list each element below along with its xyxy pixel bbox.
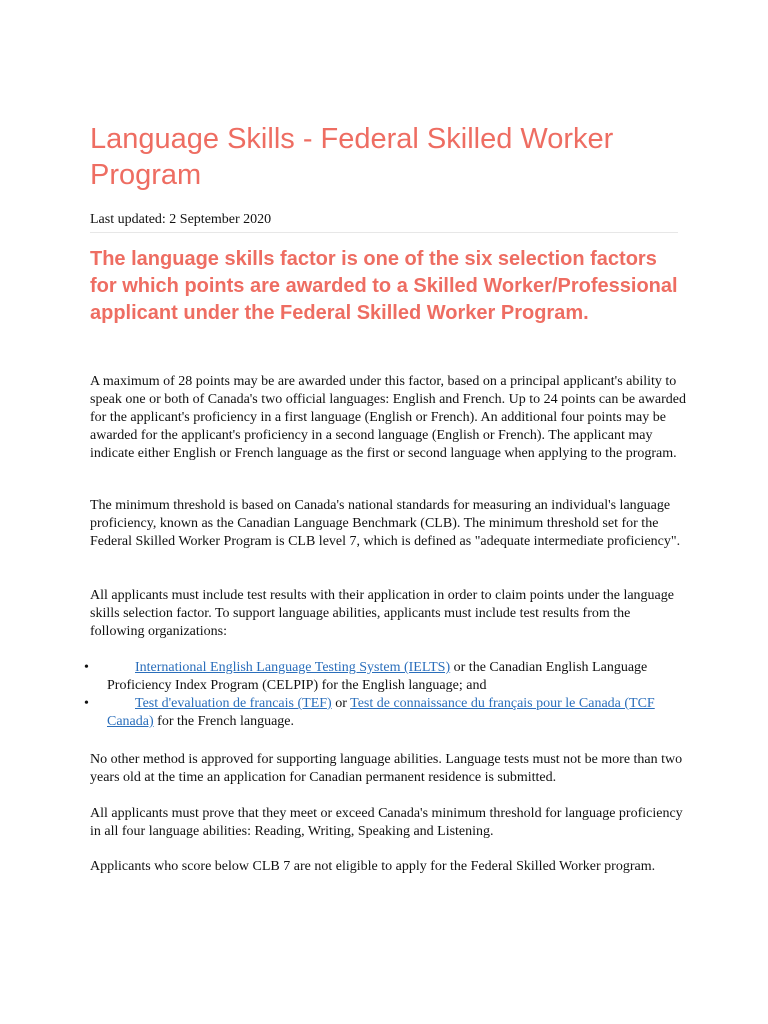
paragraph-test-results: All applicants must include test results with their application in order to claim points under the language skills selection factor. To support language abilities, applicants must include test results from the following organizations:: [90, 588, 674, 639]
list-item-english-text: or the Canadian English Language Proficiency Index Program (CELPIP) for the English language; and: [107, 660, 648, 693]
list-item-french-or: or: [331, 696, 351, 711]
last-updated: Last updated: 2 September 2020: [90, 210, 678, 233]
tef-link[interactable]: Test d'evaluation de francais (TEF): [135, 696, 332, 711]
paragraph-eligibility: Applicants who score below CLB 7 are not eligible to apply for the Federal Skilled Worker program.: [90, 859, 656, 874]
list-item-french: [84, 695, 688, 731]
paragraph-four-abilities: All applicants must prove that they meet or exceed Canada's minimum threshold for language proficiency in all four language abilities: Reading, Writing, Speaking and Listening.: [90, 806, 683, 839]
bullet-icon: •: [84, 660, 89, 675]
ielts-link[interactable]: International English Language Testing System (IELTS): [135, 660, 451, 675]
paragraph-approved-methods: No other method is approved for supporting language abilities. Language tests must not be more than two years old at the time an application for Canadian permanent residence is submitted.: [90, 752, 683, 785]
paragraph-points: A maximum of 28 points may be are awarded under this factor, based on a principal applicant's ability to speak one or both of Canada's two official languages: English and French. Up to 24 points can be awarded for the applicant's proficiency in a first language (English or French). An additional four points may be awarded for the applicant's proficiency in a second language (English or French). The applicant may indicate either English or French language as the first or second language when applying to the program.: [90, 374, 686, 461]
tcf-canada-link[interactable]: Test de connaissance du français pour le Canada (TCF Canada): [107, 696, 655, 729]
paragraph-threshold: The minimum threshold is based on Canada's national standards for measuring an individual's language proficiency, known as the Canadian Language Benchmark (CLB). The minimum threshold set for the Federal Skilled Worker Program is CLB level 7, which is defined as "adequate intermediate proficiency".: [90, 498, 681, 549]
bullet-icon: •: [84, 696, 89, 711]
page-title: Language Skills - Federal Skilled Worker Program: [90, 123, 614, 191]
page-subtitle: The language skills factor is one of the six selection factors for which points are awarded to a Skilled Worker/Professional applicant under the Federal Skilled Worker Program.: [90, 248, 678, 324]
list-item-english: [84, 659, 688, 695]
organizations-list: [84, 659, 688, 731]
list-item-french-text: for the French language.: [153, 714, 294, 729]
